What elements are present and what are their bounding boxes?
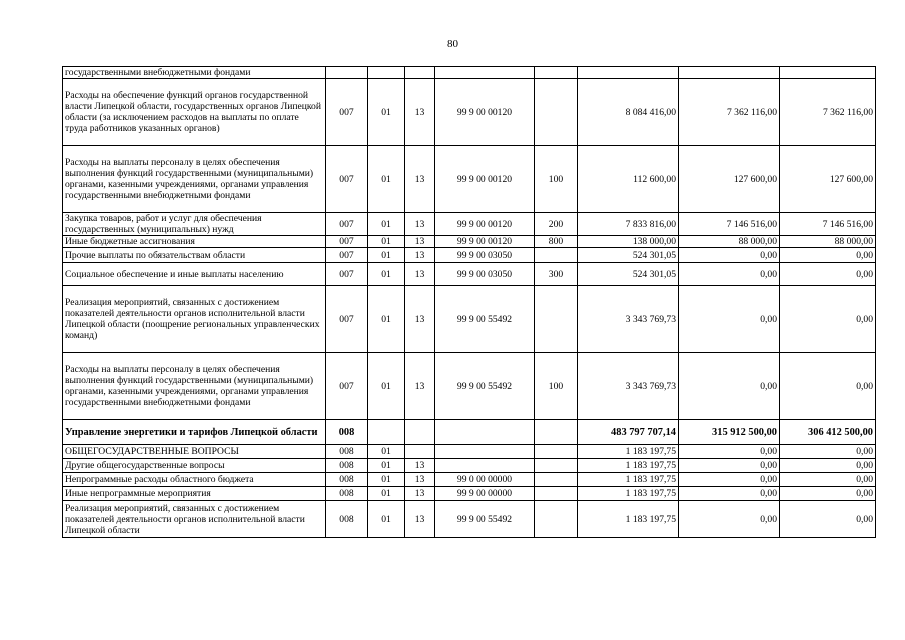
cell-name: Управление энергетики и тарифов Липецкой области <box>63 420 326 445</box>
cell-expense-type: 800 <box>535 236 578 248</box>
cell-name: Расходы на выплаты персоналу в целях обеспечения выполнения функций государственными (муниципальными) органами, казенными учреждениями, органами управления государственными внебюджетными фондами <box>63 146 326 213</box>
cell-target-article: 99 9 00 00120 <box>435 146 535 213</box>
cell-ved: 007 <box>326 263 368 286</box>
cell-podrazdel: 13 <box>405 79 435 146</box>
cell-expense-type <box>535 286 578 353</box>
cell-expense-type <box>535 420 578 445</box>
cell-name: государственными внебюджетными фондами <box>63 67 326 79</box>
cell-amount-year-2: 0,00 <box>679 248 780 263</box>
cell-podrazdel <box>405 445 435 459</box>
cell-expense-type <box>535 501 578 538</box>
cell-name: Прочие выплаты по обязательствам области <box>63 248 326 263</box>
cell-target-article: 99 9 00 55492 <box>435 286 535 353</box>
cell-amount-year-2: 0,00 <box>679 487 780 501</box>
cell-name: Реализация мероприятий, связанных с достижением показателей деятельности органов исполнительной власти Липецкой области <box>63 501 326 538</box>
cell-amount-year-3: 127 600,00 <box>780 146 876 213</box>
cell-razdel: 01 <box>368 459 405 473</box>
cell-target-article <box>435 67 535 79</box>
cell-name: Социальное обеспечение и иные выплаты населению <box>63 263 326 286</box>
cell-target-article: 99 9 00 03050 <box>435 263 535 286</box>
table-row <box>63 236 876 248</box>
cell-amount-year-2: 0,00 <box>679 286 780 353</box>
cell-amount-year-1: 1 183 197,75 <box>578 459 679 473</box>
cell-amount-year-2: 7 362 116,00 <box>679 79 780 146</box>
cell-ved: 007 <box>326 146 368 213</box>
cell-amount-year-1: 7 833 816,00 <box>578 213 679 236</box>
cell-amount-year-3: 7 362 116,00 <box>780 79 876 146</box>
cell-podrazdel: 13 <box>405 263 435 286</box>
cell-razdel: 01 <box>368 248 405 263</box>
cell-amount-year-1: 524 301,05 <box>578 263 679 286</box>
cell-podrazdel: 13 <box>405 353 435 420</box>
cell-podrazdel <box>405 420 435 445</box>
cell-podrazdel: 13 <box>405 286 435 353</box>
cell-target-article: 99 9 00 00120 <box>435 79 535 146</box>
cell-amount-year-1 <box>578 67 679 79</box>
cell-amount-year-3: 0,00 <box>780 353 876 420</box>
cell-amount-year-3: 306 412 500,00 <box>780 420 876 445</box>
cell-podrazdel: 13 <box>405 487 435 501</box>
cell-ved: 007 <box>326 286 368 353</box>
cell-amount-year-3: 0,00 <box>780 286 876 353</box>
cell-podrazdel: 13 <box>405 213 435 236</box>
table-row <box>63 213 876 236</box>
cell-ved: 008 <box>326 420 368 445</box>
cell-podrazdel <box>405 67 435 79</box>
cell-amount-year-2: 0,00 <box>679 353 780 420</box>
cell-razdel <box>368 420 405 445</box>
cell-ved: 008 <box>326 459 368 473</box>
cell-ved: 007 <box>326 79 368 146</box>
cell-amount-year-2: 0,00 <box>679 473 780 487</box>
table-row <box>63 420 876 445</box>
cell-amount-year-1: 1 183 197,75 <box>578 473 679 487</box>
cell-amount-year-3: 7 146 516,00 <box>780 213 876 236</box>
cell-razdel: 01 <box>368 263 405 286</box>
cell-podrazdel: 13 <box>405 248 435 263</box>
cell-amount-year-2: 0,00 <box>679 459 780 473</box>
cell-amount-year-2: 127 600,00 <box>679 146 780 213</box>
cell-target-article <box>435 459 535 473</box>
cell-name: Непрограммные расходы областного бюджета <box>63 473 326 487</box>
cell-razdel: 01 <box>368 79 405 146</box>
cell-ved: 007 <box>326 353 368 420</box>
cell-amount-year-1: 483 797 707,14 <box>578 420 679 445</box>
cell-ved: 007 <box>326 248 368 263</box>
cell-expense-type: 300 <box>535 263 578 286</box>
table-row <box>63 146 876 213</box>
cell-expense-type: 100 <box>535 353 578 420</box>
cell-expense-type <box>535 79 578 146</box>
cell-amount-year-3: 0,00 <box>780 445 876 459</box>
cell-name: Реализация мероприятий, связанных с достижением показателей деятельности органов исполнительной власти Липецкой области (поощрение региональных управленческих команд) <box>63 286 326 353</box>
cell-amount-year-3: 0,00 <box>780 248 876 263</box>
cell-amount-year-1: 1 183 197,75 <box>578 445 679 459</box>
cell-amount-year-3: 88 000,00 <box>780 236 876 248</box>
cell-target-article: 99 0 00 00000 <box>435 473 535 487</box>
cell-expense-type <box>535 473 578 487</box>
cell-amount-year-3 <box>780 67 876 79</box>
cell-amount-year-2: 88 000,00 <box>679 236 780 248</box>
cell-podrazdel: 13 <box>405 236 435 248</box>
cell-podrazdel: 13 <box>405 473 435 487</box>
cell-razdel: 01 <box>368 473 405 487</box>
table-row <box>63 487 876 501</box>
cell-amount-year-3: 0,00 <box>780 473 876 487</box>
cell-amount-year-1: 1 183 197,75 <box>578 501 679 538</box>
cell-target-article: 99 9 00 00000 <box>435 487 535 501</box>
cell-target-article <box>435 445 535 459</box>
cell-amount-year-2: 0,00 <box>679 501 780 538</box>
cell-target-article: 99 9 00 55492 <box>435 501 535 538</box>
cell-amount-year-1: 1 183 197,75 <box>578 487 679 501</box>
page-number: 80 <box>447 38 458 50</box>
cell-expense-type <box>535 248 578 263</box>
cell-podrazdel: 13 <box>405 459 435 473</box>
cell-expense-type: 200 <box>535 213 578 236</box>
table-row <box>63 263 876 286</box>
cell-expense-type <box>535 445 578 459</box>
cell-razdel: 01 <box>368 236 405 248</box>
cell-razdel: 01 <box>368 286 405 353</box>
table-row <box>63 248 876 263</box>
cell-name: Иные непрограммные мероприятия <box>63 487 326 501</box>
cell-name: Закупка товаров, работ и услуг для обеспечения государственных (муниципальных) нужд <box>63 213 326 236</box>
cell-ved: 008 <box>326 487 368 501</box>
cell-razdel: 01 <box>368 487 405 501</box>
cell-razdel: 01 <box>368 445 405 459</box>
cell-razdel: 01 <box>368 146 405 213</box>
table-row <box>63 459 876 473</box>
cell-expense-type <box>535 459 578 473</box>
cell-amount-year-1: 8 084 416,00 <box>578 79 679 146</box>
cell-amount-year-3: 0,00 <box>780 263 876 286</box>
table-row <box>63 67 876 79</box>
cell-amount-year-2 <box>679 67 780 79</box>
cell-razdel <box>368 67 405 79</box>
cell-amount-year-3: 0,00 <box>780 487 876 501</box>
cell-ved: 008 <box>326 445 368 459</box>
cell-ved: 008 <box>326 501 368 538</box>
cell-razdel: 01 <box>368 501 405 538</box>
cell-expense-type <box>535 487 578 501</box>
cell-target-article: 99 9 00 03050 <box>435 248 535 263</box>
cell-amount-year-3: 0,00 <box>780 459 876 473</box>
cell-amount-year-1: 138 000,00 <box>578 236 679 248</box>
cell-amount-year-2: 315 912 500,00 <box>679 420 780 445</box>
cell-ved <box>326 67 368 79</box>
cell-amount-year-1: 3 343 769,73 <box>578 353 679 420</box>
cell-name: ОБЩЕГОСУДАРСТВЕННЫЕ ВОПРОСЫ <box>63 445 326 459</box>
cell-target-article <box>435 420 535 445</box>
cell-target-article: 99 9 00 55492 <box>435 353 535 420</box>
cell-expense-type <box>535 67 578 79</box>
cell-amount-year-2: 7 146 516,00 <box>679 213 780 236</box>
cell-name: Иные бюджетные ассигнования <box>63 236 326 248</box>
cell-target-article: 99 9 00 00120 <box>435 213 535 236</box>
budget-table <box>62 66 876 538</box>
table-row <box>63 473 876 487</box>
cell-name: Расходы на обеспечение функций органов государственной власти Липецкой области, государственных органов Липецкой области (за исключением расходов на выплаты по оплате труда работников указанных органов) <box>63 79 326 146</box>
table-row <box>63 353 876 420</box>
table-row <box>63 286 876 353</box>
cell-amount-year-3: 0,00 <box>780 501 876 538</box>
cell-razdel: 01 <box>368 353 405 420</box>
cell-expense-type: 100 <box>535 146 578 213</box>
table-row <box>63 501 876 538</box>
cell-amount-year-1: 112 600,00 <box>578 146 679 213</box>
cell-target-article: 99 9 00 00120 <box>435 236 535 248</box>
cell-name: Расходы на выплаты персоналу в целях обеспечения выполнения функций государственными (муниципальными) органами, казенными учреждениями, органами управления государственными внебюджетными фондами <box>63 353 326 420</box>
cell-ved: 008 <box>326 473 368 487</box>
cell-amount-year-2: 0,00 <box>679 445 780 459</box>
table-row <box>63 445 876 459</box>
cell-name: Другие общегосударственные вопросы <box>63 459 326 473</box>
cell-amount-year-1: 3 343 769,73 <box>578 286 679 353</box>
cell-amount-year-2: 0,00 <box>679 263 780 286</box>
cell-amount-year-1: 524 301,05 <box>578 248 679 263</box>
cell-podrazdel: 13 <box>405 501 435 538</box>
cell-ved: 007 <box>326 236 368 248</box>
table-row <box>63 79 876 146</box>
cell-podrazdel: 13 <box>405 146 435 213</box>
cell-razdel: 01 <box>368 213 405 236</box>
cell-ved: 007 <box>326 213 368 236</box>
